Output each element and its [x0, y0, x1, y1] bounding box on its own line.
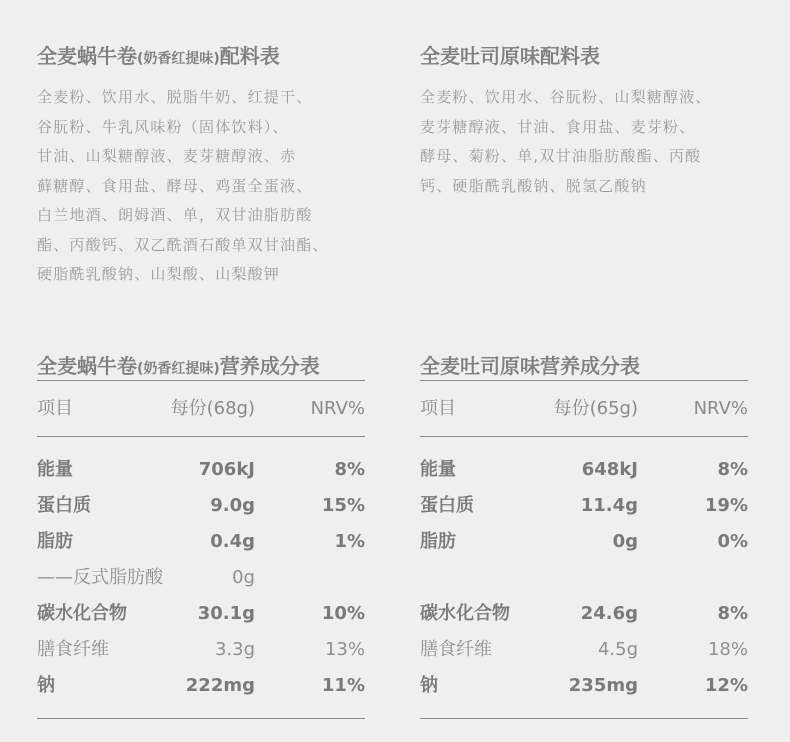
table-row: 膳食纤维 4.5g 18%	[420, 639, 748, 660]
table-row: 脂肪 0g 0%	[420, 531, 748, 552]
ingredients-toast	[420, 40, 770, 201]
table-row-empty	[420, 560, 748, 596]
header-per-serving: 每份(65g)	[553, 398, 638, 419]
ingredients-line: 谷朊粉、牛乳风味粉（固体饮料）、	[37, 117, 289, 136]
table-row: 蛋白质 11.4g 19%	[420, 495, 748, 516]
ingredients-line: 全麦粉、饮用水、谷朊粉、山梨糖醇液、	[420, 88, 712, 106]
ingredients-title: 全麦吐司原味配料表	[420, 44, 600, 68]
table-header	[37, 381, 365, 436]
ingredients-line: 酯、丙酸钙、双乙酰酒石酸单双甘油酯、	[37, 235, 329, 254]
header-item: 项目	[37, 398, 73, 419]
ingredients-list	[420, 83, 770, 201]
ingredients-list	[37, 83, 397, 290]
ingredients-snail-roll	[37, 40, 397, 290]
table-row: 碳水化合物 30.1g 10%	[37, 603, 365, 624]
nutrition-title: 全麦吐司原味营养成分表	[420, 354, 640, 378]
table-row: 蛋白质 9.0g 15%	[37, 495, 365, 516]
table-row: 膳食纤维 3.3g 13%	[37, 639, 365, 660]
header-nrv: NRV%	[693, 398, 748, 419]
ingredients-line: 藓糖醇、食用盐、酵母、鸡蛋全蛋液、	[37, 176, 313, 195]
table-row: 能量 648kJ 8%	[420, 459, 748, 480]
table-row: 脂肪 0.4g 1%	[37, 531, 365, 552]
divider	[420, 718, 748, 719]
table-row: ——反式脂肪酸 0g	[37, 567, 255, 588]
nutrition-table-snail-roll	[37, 350, 365, 719]
header-nrv: NRV%	[310, 398, 365, 419]
table-row: 能量 706kJ 8%	[37, 459, 365, 480]
divider	[37, 718, 365, 719]
table-row: 碳水化合物 24.6g 8%	[420, 603, 748, 624]
table-header	[420, 381, 748, 436]
table-row: 钠 235mg 12%	[420, 675, 748, 696]
nutrition-table-toast	[420, 350, 748, 719]
ingredients-line: 甘油、山梨糖醇液、麦芽糖醇液、赤	[37, 147, 297, 165]
header-item: 项目	[420, 398, 456, 419]
ingredients-line: 麦芽糖醇液、甘油、食用盐、麦芽粉、	[420, 117, 696, 136]
nutrition-title: 全麦蜗牛卷(奶香红提味)营养成分表	[37, 354, 320, 378]
table-row: 钠 222mg 11%	[37, 675, 365, 696]
header-per-serving: 每份(68g)	[170, 398, 255, 419]
ingredients-line: 酵母、菊粉、单,双甘油脂肪酸酯、丙酸	[420, 147, 702, 165]
ingredients-line: 白兰地酒、朗姆酒、单，双甘油脂肪酸	[37, 206, 313, 224]
ingredients-line: 硬脂酰乳酸钠、山梨酸、山梨酸钾	[37, 265, 281, 283]
ingredients-line: 钙、硬脂酰乳酸钠、脱氢乙酸钠	[420, 176, 647, 195]
ingredients-line: 全麦粉、饮用水、脱脂牛奶、红提干、	[37, 88, 313, 106]
ingredients-title: 全麦蜗牛卷(奶香红提味)配料表	[37, 44, 280, 68]
